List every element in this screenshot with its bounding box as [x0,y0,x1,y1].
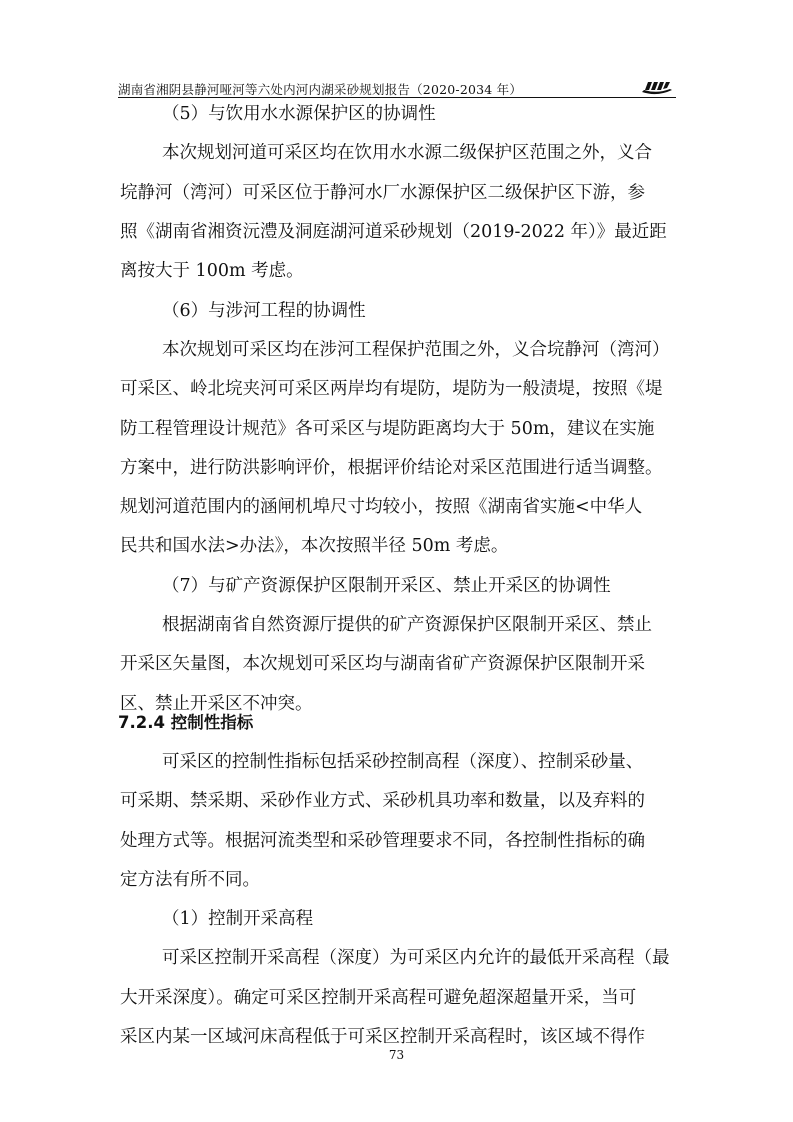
paragraph-line: 规划河道范围内的涵闸机埠尺寸均较小，按照《湖南省实施<中华人 [120,497,643,517]
section-heading: 7.2.4 控制性指标 [118,713,254,732]
paragraph-line: 本次规划可采区均在涉河工程保护范围之外，义合垸静河（湾河） [162,340,670,360]
paragraph-line: 大开采深度）。确定可采区控制开采高程可避免超深超量开采，当可 [120,988,637,1008]
paragraph-line: 本次规划河道可采区均在饮用水水源二级保护区范围之外，义合 [162,143,652,163]
subsection-heading: （7）与矿产资源保护区限制开采区、禁止开采区的协调性 [162,576,611,596]
paragraph-line: 方案中，进行防洪影响评价，根据评价结论对采区范围进行适当调整。 [120,458,663,478]
header-title: 湖南省湘阴县静河哑河等六处内河内湖采砂规划报告（2020-2034 年） [118,82,523,97]
paragraph-line: 照《湖南省湘资沅澧及洞庭湖河道采砂规划（2019-2022 年）》最近距 [120,222,667,242]
paragraph-line: 开采区矢量图，本次规划可采区均与湖南省矿产资源保护区限制开采 [120,654,645,674]
paragraph-line: 民共和国水法>办法》，本次按照半径 50m 考虑。 [120,536,509,556]
subsection-heading: （5）与饮用水水源保护区的协调性 [162,104,436,124]
subsection-heading: （1）控制开采高程 [162,909,314,929]
page-header [118,78,676,96]
paragraph-line: 可采区的控制性指标包括采砂控制高程（深度）、控制采砂量、 [162,752,644,772]
paragraph-line: 根据湖南省自然资源厅提供的矿产资源保护区限制开采区、禁止 [162,615,652,635]
paragraph-line: 可采期、禁采期、采砂作业方式、采砂机具功率和数量，以及弃料的 [120,791,645,811]
paragraph-line: 防工程管理设计规范》各可采区与堤防距离均大于 50m，建议在实施 [120,419,655,439]
page-number: 73 [388,1048,405,1062]
hhi-logo-icon [640,78,674,96]
paragraph-line: 区、禁止开采区不冲突。 [120,694,313,714]
paragraph-line: 可采区控制开采高程（深度）为可采区内允许的最低开采高程（最 [162,948,670,968]
paragraph-line: 垸静河（湾河）可采区位于静河水厂水源保护区二级保护区下游，参 [120,183,645,203]
paragraph-line: 处理方式等。根据河流类型和采砂管理要求不同，各控制性指标的确 [120,831,645,851]
subsection-heading: （6）与涉河工程的协调性 [162,301,366,321]
paragraph-line: 采区内某一区域河床高程低于可采区控制开采高程时，该区域不得作 [120,1027,645,1047]
paragraph-line: 离按大于 100m 考虑。 [120,261,304,281]
paragraph-line: 可采区、岭北垸夹河可采区两岸均有堤防，堤防为一般渍堤，按照《堤 [120,379,663,399]
paragraph-line: 定方法有所不同。 [120,870,260,890]
